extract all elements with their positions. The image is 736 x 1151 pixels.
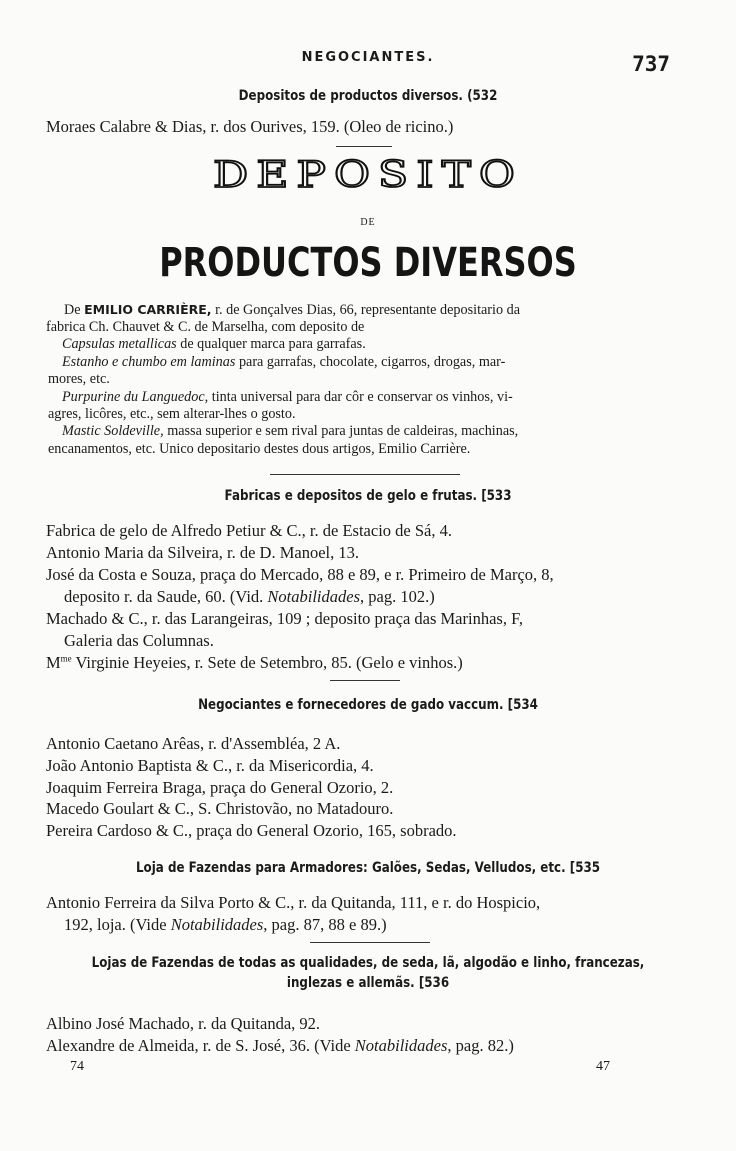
entry-533-3-cont: deposito r. da Saude, 60. (Vid. Notabilidades, pag. 102.) [64, 587, 435, 606]
entry-534-5: Pereira Cardoso & C., praça do General Ozorio, 165, sobrado. [46, 821, 457, 840]
divider [270, 474, 460, 475]
entry-534-1: Antonio Caetano Arêas, r. d'Assembléa, 2 A. [46, 734, 341, 753]
entry-535-1: Antonio Ferreira da Silva Porto & C., r. da Quitanda, 111, e r. do Hospicio, [46, 893, 541, 912]
entry-533-3: José da Costa e Souza, praça do Mercado, 88 e 89, e r. Primeiro de Março, 8, [46, 565, 554, 584]
divider [336, 146, 392, 147]
entry-534-2: João Antonio Baptista & C., r. da Misericordia, 4. [46, 756, 374, 775]
section-heading-535: Loja de Fazendas para Armadores: Galões, Sedas, Velludos, etc. [535 [135, 860, 601, 876]
footer-signature-right: 47 [596, 1059, 610, 1074]
section-heading-533: Fabricas e depositos de gelo e frutas. [533 [224, 488, 512, 504]
entry-536-1: Albino José Machado, r. da Quitanda, 92. [46, 1014, 321, 1033]
advert-line-9: encanamentos, etc. Unico depositario destes dous artigos, Emilio Carrière. [48, 441, 471, 457]
entry-533-1: Fabrica de gelo de Alfredo Petiur & C., r. de Estacio de Sá, 4. [46, 521, 452, 540]
entry-532-1: Moraes Calabre & Dias, r. dos Ourives, 159. (Oleo de ricino.) [46, 117, 454, 136]
section-heading-534: Negociantes e fornecedores de gado vaccum. [534 [198, 697, 538, 713]
advert-line-5: mores, etc. [48, 371, 110, 387]
running-title: NEGOCIANTES. [301, 50, 435, 65]
entry-534-4: Macedo Goulart & C., S. Christovão, no Matadouro. [46, 799, 394, 818]
divider [330, 680, 400, 681]
advert-big-title: DEPOSITO [212, 154, 524, 196]
entry-536-2: Alexandre de Almeida, r. de S. José, 36. (Vide Notabilidades, pag. 82.) [46, 1036, 514, 1055]
section-heading-536-cont: inglezas e allemãs. [536 [286, 975, 450, 991]
advert-line-3: Capsulas metallicas de qualquer marca para garrafas. [62, 336, 366, 352]
advert-line-7: agres, licôres, etc., sem alterar-lhes o gosto. [48, 406, 296, 422]
entry-533-5: $M^{me}$ Virginie Heyeies, r. Sete de Setembro, 85. (Gelo e vinhos.) [46, 653, 463, 672]
entry-535-1-cont: 192, loja. (Vide Notabilidades, pag. 87, 88 e 89.) [64, 915, 387, 934]
advert-line-2: fabrica Ch. Chauvet & C. de Marselha, com deposito de [46, 319, 365, 335]
entry-533-2: Antonio Maria da Silveira, r. de D. Manoel, 13. [46, 543, 359, 562]
advert-line-6: Purpurine du Languedoc, tinta universal para dar côr e conservar os vinhos, vi- [62, 389, 513, 405]
section-heading-536: Lojas de Fazendas de todas as qualidades, de seda, lã, algodão e linho, francezas, [91, 955, 645, 971]
advert-subtitle: PRODUCTOS DIVERSOS [159, 240, 577, 286]
section-heading-532: Depositos de productos diversos. (532 [238, 88, 498, 104]
advert-de: DE [360, 217, 376, 228]
entry-534-3: Joaquim Ferreira Braga, praça do General Ozorio, 2. [46, 778, 394, 797]
page-number: 737 [632, 52, 670, 76]
advert-line-1: De EMILIO CARRIÈRE, r. de Gonçalves Dias, 66, representante depositario da [64, 302, 521, 318]
advert-line-4: Estanho e chumbo em laminas para garrafas, chocolate, cigarros, drogas, mar- [62, 354, 506, 370]
entry-533-4-cont: Galeria das Columnas. [64, 631, 214, 650]
advert-line-8: Mastic Soldeville, massa superior e sem rival para juntas de caldeiras, machinas, [62, 423, 519, 439]
footer-signature-left: 74 [70, 1059, 84, 1074]
entry-533-4: Machado & C., r. das Larangeiras, 109 ; deposito praça das Marinhas, F, [46, 609, 524, 628]
divider [310, 942, 430, 943]
